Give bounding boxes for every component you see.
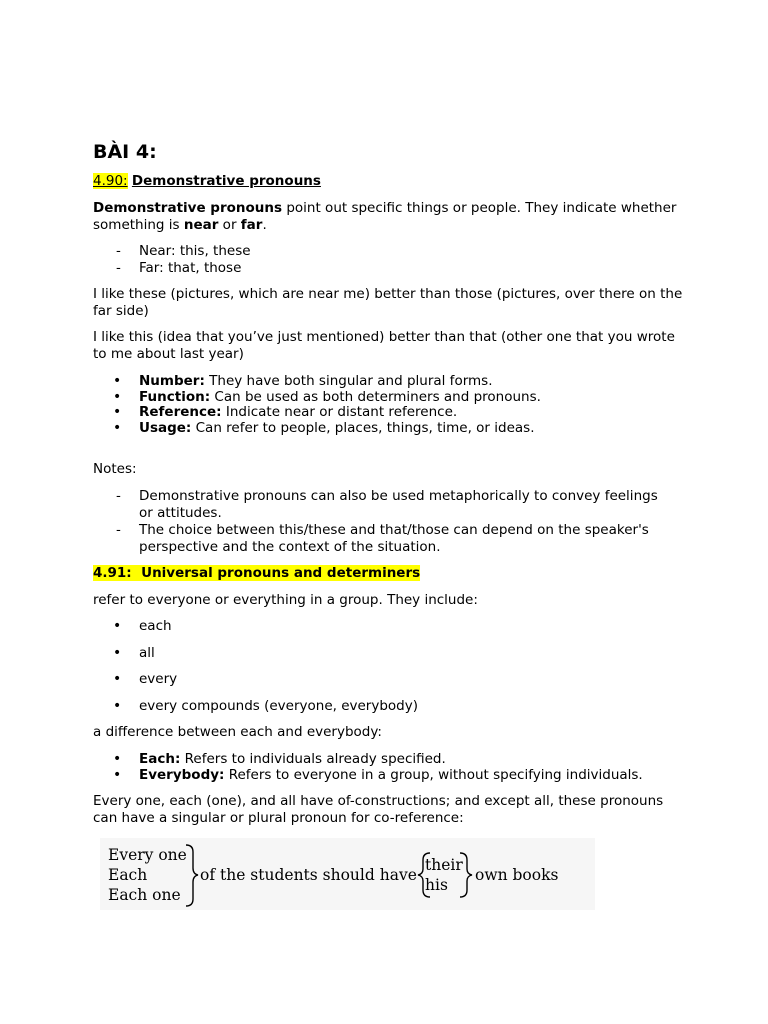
bullet-marker: •	[113, 645, 122, 661]
right-option-1: their	[425, 856, 463, 874]
right-option-2: his	[425, 876, 448, 894]
diff-label: Each:	[139, 751, 181, 767]
intro-bold: Demonstrative pronouns	[93, 200, 283, 216]
universal-item-compounds: every compounds (everyone, everybody)	[139, 698, 419, 714]
section-title: Demonstrative pronouns	[131, 173, 321, 189]
bullet-marker: •	[113, 373, 122, 389]
bullet-marker: •	[113, 751, 122, 767]
bullet-marker: •	[113, 404, 122, 420]
dash-marker: -	[116, 488, 121, 504]
far-word: far	[240, 217, 263, 233]
left-option-3: Each one	[108, 886, 181, 904]
left-option-1: Every one	[108, 846, 187, 864]
near-word: near	[183, 217, 219, 233]
diff-item-everybody	[139, 767, 669, 784]
figure-svg	[100, 838, 595, 910]
feature-text: They have both singular and plural forms.	[204, 373, 493, 389]
feature-label: Reference:	[139, 404, 222, 420]
feature-item-reference	[139, 404, 669, 421]
left-option-2: Each	[108, 866, 148, 884]
closing-paragraph: Every one, each (one), and all have of-constructions; and except all, these pronouns can have a singular or plural pronoun for co-reference:	[93, 793, 664, 826]
section-heading-4-90	[93, 173, 683, 190]
feature-text: Can refer to people, places, things, time, or ideas.	[191, 420, 535, 436]
bullet-marker: •	[113, 618, 122, 634]
feature-text: Indicate near or distant reference.	[221, 404, 458, 420]
universal-item-each: each	[139, 618, 172, 634]
feature-item-usage	[139, 420, 669, 437]
example-paragraph-1: I like these (pictures, which are near me) better than those (pictures, over there on the far side)	[93, 286, 683, 319]
universal-item-all: all	[139, 645, 155, 661]
figure-middle-text: of the students should have	[200, 866, 417, 884]
bullet-marker: •	[113, 767, 122, 783]
bullet-marker: •	[113, 420, 122, 436]
grammar-example-figure	[100, 838, 595, 910]
or-word: or	[218, 217, 241, 233]
diff-text: Refers to individuals already specified.	[180, 751, 446, 767]
feature-label: Usage:	[139, 420, 192, 436]
bullet-marker: •	[113, 671, 122, 687]
right-brace-icon	[186, 845, 198, 906]
diff-text: Refers to everyone in a group, without specifying individuals.	[224, 767, 643, 783]
dash-marker: -	[116, 260, 121, 276]
intro-paragraph	[93, 200, 683, 234]
feature-text: Can be used as both determiners and pronouns.	[210, 389, 541, 405]
section-2-title: 4.91: Universal pronouns and determiners	[93, 565, 421, 581]
intro-text: point out specific things or people. They indicate whether something is	[93, 200, 677, 233]
example-paragraph-2: I like this (idea that you’ve just mentioned) better than that (other one that you wrote to me about last year)	[93, 329, 675, 362]
figure-end-text: own books	[475, 866, 559, 884]
bullet-marker: •	[113, 698, 122, 714]
diff-label: Everybody:	[139, 767, 225, 783]
section-heading-4-91	[93, 565, 683, 582]
universal-intro: refer to everyone or everything in a group. They include:	[93, 592, 478, 608]
feature-label: Number:	[139, 373, 205, 389]
feature-label: Function:	[139, 389, 211, 405]
note-item-1: Demonstrative pronouns can also be used metaphorically to convey feelings or attitudes.	[139, 488, 658, 521]
dash-marker: -	[116, 243, 121, 259]
note-item-2: The choice between this/these and that/those can depend on the speaker's perspective and the context of the situation.	[139, 522, 649, 555]
feature-item-number	[139, 373, 669, 390]
notes-label: Notes:	[93, 461, 137, 477]
diff-item-each	[139, 751, 669, 768]
difference-paragraph: a difference between each and everybody:	[93, 724, 382, 740]
section-number: 4.90:	[93, 173, 128, 189]
period: .	[262, 217, 267, 233]
dash-item-far: Far: that, those	[139, 260, 242, 276]
lesson-heading: BÀI 4:	[93, 141, 157, 163]
bullet-marker: •	[113, 389, 122, 405]
dash-item-near: Near: this, these	[139, 243, 251, 259]
dash-marker: -	[116, 522, 121, 538]
universal-item-every: every	[139, 671, 178, 687]
